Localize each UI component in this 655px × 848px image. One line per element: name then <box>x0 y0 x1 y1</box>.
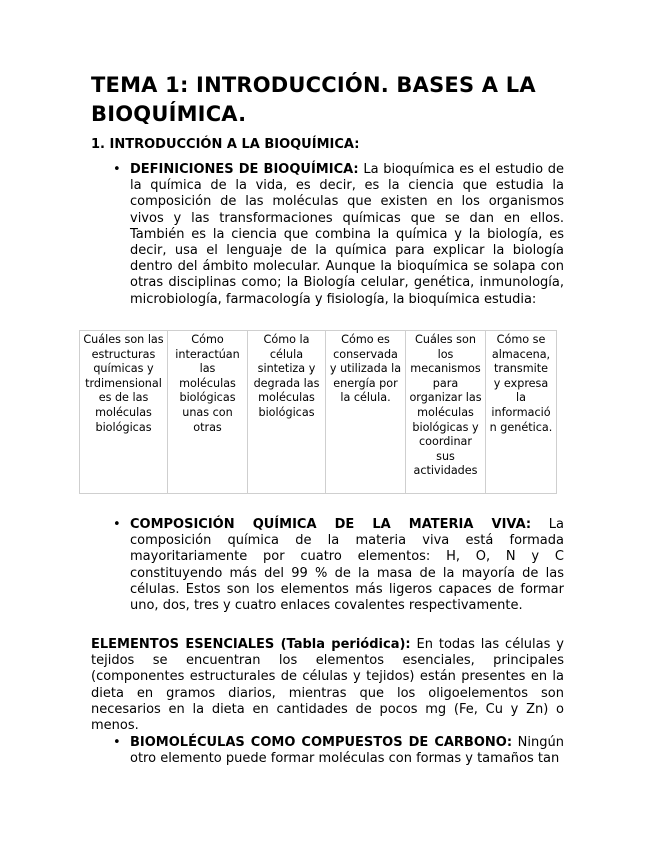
definiciones-label: DEFINICIONES DE BIOQUÍMICA: <box>130 162 359 177</box>
table-cell: Cómo interactúan las moléculas biológicas unas con otras <box>168 331 248 494</box>
table-cell: Cómo la célula sintetiza y degrada las moléculas biológicas <box>248 331 326 494</box>
bullet-composicion: • <box>113 517 121 532</box>
composicion-label: COMPOSICIÓN QUÍMICA DE LA MATERIA VIVA: <box>130 517 532 532</box>
table-row <box>80 331 557 494</box>
bullet-definiciones: • <box>113 162 121 177</box>
paragraph-definiciones <box>130 162 564 308</box>
biomoleculas-label: BIOMOLÉCULAS COMO COMPUESTOS DE CARBONO: <box>130 735 513 750</box>
biomoleculas-text: Ningún otro elemento puede formar moléculas con formas y tamaños tan <box>130 735 564 767</box>
definiciones-text: La bioquímica es el estudio de la química de la vida, es decir, es la ciencia que estudia la composición de las moléculas que existen en los organismos vivos y las transformaciones químicas que se dan en ellos. También es la ciencia que combina la química y la biología, es decir, usa el lenguaje de la química para explicar la biología dentro del ámbito molecular. Aunque la bioquímica se solapa con otras disciplinas como; la Biología celular, genética, inmunología, microbiología, farmacología y fisiología, la bioquímica estudia: <box>130 162 564 307</box>
paragraph-elementos <box>91 637 564 734</box>
table-cell: Cuáles son los mecanismos para organizar las moléculas biológicas y coordinar sus actividades <box>406 331 486 494</box>
elementos-label: ELEMENTOS ESENCIALES (Tabla periódica): <box>91 637 411 652</box>
biochemistry-topics-table <box>79 330 557 494</box>
page-title: TEMA 1: INTRODUCCIÓN. BASES A LA BIOQUÍMICA. <box>91 73 536 126</box>
paragraph-composicion <box>130 517 564 614</box>
composicion-text: La composición química de la materia viva está formada mayoritariamente por cuatro elementos: H, O, N y C constituyendo más del 99 % de la masa de la mayoría de las células. Estos son los elementos más ligeros capaces de formar uno, dos, tres y cuatro enlaces covalentes respectivamente. <box>130 517 564 614</box>
table-cell: Cómo se almacena, transmite y expresa la información genética. <box>486 331 557 494</box>
section-heading: 1. INTRODUCCIÓN A LA BIOQUÍMICA: <box>91 137 360 152</box>
paragraph-biomoleculas <box>130 735 564 767</box>
elementos-text: En todas las células y tejidos se encuentran los elementos esenciales, principales (componentes estructurales de células y tejidos) están presentes en la dieta en gramos diarios, mientras que los oligoelementos son necesarios en la dieta en cantidades de pocos mg (Fe, Cu y Zn) o menos. <box>91 637 564 734</box>
bullet-biomoleculas: • <box>113 735 121 750</box>
table-cell: Cuáles son las estructuras químicas y trdimensionales de las moléculas biológicas <box>80 331 168 494</box>
table-cell: Cómo es conservada y utilizada la energía por la célula. <box>326 331 406 494</box>
